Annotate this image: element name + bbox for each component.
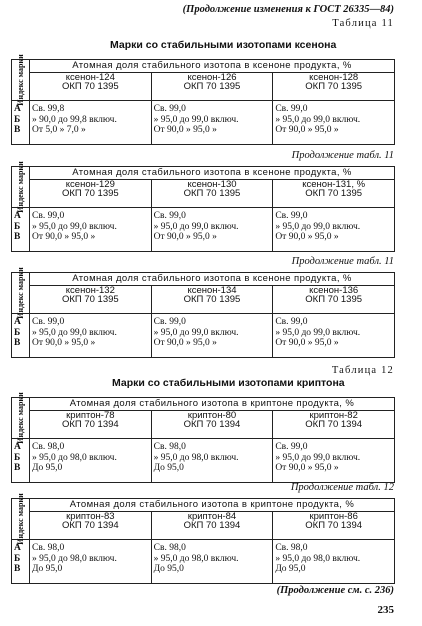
top-header: Атомная доля стабильного изотопа в ксеноне продукта, %: [30, 273, 395, 286]
value-cell: Св. 99,0 » 95,0 до 99,0 включ. От 90,0 » 95,0 »: [273, 314, 395, 358]
value-cell: Св. 99,0 » 95,0 до 99,0 включ. От 90,0 » 95,0 »: [30, 314, 152, 358]
table-11-cont-1-label: Продолжение табл. 11: [291, 150, 394, 161]
table-12: [11, 392, 395, 483]
index-header-cell: Индекс марки: [12, 398, 30, 439]
page-header: (Продолжение изменения к ГОСТ 26335—84): [182, 4, 394, 15]
value-cell: Св. 98,0 » 95,0 до 98,0 включ. До 95,0: [151, 540, 273, 584]
value-cell: Св. 99,0 » 95,0 до 99,0 включ. От 90,0 » 95,0 »: [273, 208, 395, 252]
table-11-title: Марки со стабильными изотопами ксенона: [110, 39, 337, 51]
continuation-note: (Продолжение см. с. 236): [276, 585, 394, 596]
value-cell: Св. 98,0 » 95,0 до 98,0 включ. До 95,0: [273, 540, 395, 584]
index-header-cell: [12, 54, 30, 106]
index-header-cell: Индекс марки: [12, 499, 30, 540]
grade-letters: А Б В: [12, 314, 30, 358]
value-cell: Св. 98,0 » 95,0 до 98,0 включ. До 95,0: [30, 439, 152, 483]
value-cell: Св. 98,0 » 95,0 до 98,0 включ. До 95,0: [151, 439, 273, 483]
table-11-continuation-1: [11, 161, 395, 252]
value-cell: Св. 99,0 » 95,0 до 99,0 включ. От 90,0 » 95,0 »: [273, 439, 395, 483]
value-cell: Св. 99,0 » 95,0 до 99,0 включ. От 90,0 » 95,0 »: [30, 208, 152, 252]
table-12-cont-label: Продолжение табл. 12: [290, 482, 394, 493]
column-header: криптон-86 ОКП 70 1394: [273, 512, 395, 540]
table-11-continuation-2: [11, 267, 395, 358]
column-header: ксенон-130 ОКП 70 1395: [151, 180, 273, 208]
column-header: ксенон-136 ОКП 70 1395: [273, 286, 395, 314]
column-header: криптон-83 ОКП 70 1394: [30, 512, 152, 540]
grade-letters: А Б В: [12, 540, 30, 584]
column-header: ксенон-124 ОКП 70 1395: [30, 73, 152, 101]
value-cell: Св. 99,0 » 95,0 до 99,0 включ. От 90,0 » 95,0 »: [151, 101, 273, 145]
grade-letters: А Б В: [12, 208, 30, 252]
table-12-title: Марки со стабильными изотопами криптона: [112, 377, 345, 389]
column-header: криптон-80 ОКП 70 1394: [151, 411, 273, 439]
table-11-label: Таблица 11: [332, 18, 394, 29]
index-header-label: Индекс марки: [15, 54, 25, 106]
value-cell: Св. 99,0 » 95,0 до 99,0 включ. От 90,0 » 95,0 »: [151, 314, 273, 358]
table-11-cont-2-label: Продолжение табл. 11: [291, 256, 394, 267]
column-header: ксенон-131, % ОКП 70 1395: [273, 180, 395, 208]
column-header: криптон-84 ОКП 70 1394: [151, 512, 273, 540]
column-header: ксенон-134 ОКП 70 1395: [151, 286, 273, 314]
top-header: Атомная доля стабильного изотопа в ксеноне продукта, %: [30, 167, 395, 180]
table-11: [11, 54, 395, 145]
value-cell: Св. 98,0 » 95,0 до 98,0 включ. До 95,0: [30, 540, 152, 584]
page-number: 235: [377, 604, 394, 616]
grade-letters: А Б В: [12, 439, 30, 483]
column-header: ксенон-128 ОКП 70 1395: [273, 73, 395, 101]
index-header-cell: Индекс марки: [12, 273, 30, 314]
table-12-continuation: [11, 493, 395, 584]
value-cell: Св. 99,8 » 90,0 до 99,8 включ. От 5,0 » 7,0 »: [30, 101, 152, 145]
top-header: Атомная доля стабильного изотопа в криптоне продукта, %: [30, 499, 395, 512]
grade-letters: А Б В: [12, 101, 30, 145]
table-11-top-header: Атомная доля стабильного изотопа в ксеноне продукта, %: [30, 60, 395, 73]
index-header-cell: Индекс марки: [12, 167, 30, 208]
column-header: криптон-78 ОКП 70 1394: [30, 411, 152, 439]
column-header: криптон-82 ОКП 70 1394: [273, 411, 395, 439]
value-cell: Св. 99,0 » 95,0 до 99,0 включ. От 90,0 » 95,0 »: [273, 101, 395, 145]
table-12-top-header: Атомная доля стабильного изотопа в криптоне продукта, %: [30, 398, 395, 411]
column-header: ксенон-126 ОКП 70 1395: [151, 73, 273, 101]
value-cell: Св. 99,0 » 95,0 до 99,0 включ. От 90,0 » 95,0 »: [151, 208, 273, 252]
column-header: ксенон-132 ОКП 70 1395: [30, 286, 152, 314]
table-12-label: Таблица 12: [331, 365, 394, 376]
column-header: ксенон-129 ОКП 70 1395: [30, 180, 152, 208]
